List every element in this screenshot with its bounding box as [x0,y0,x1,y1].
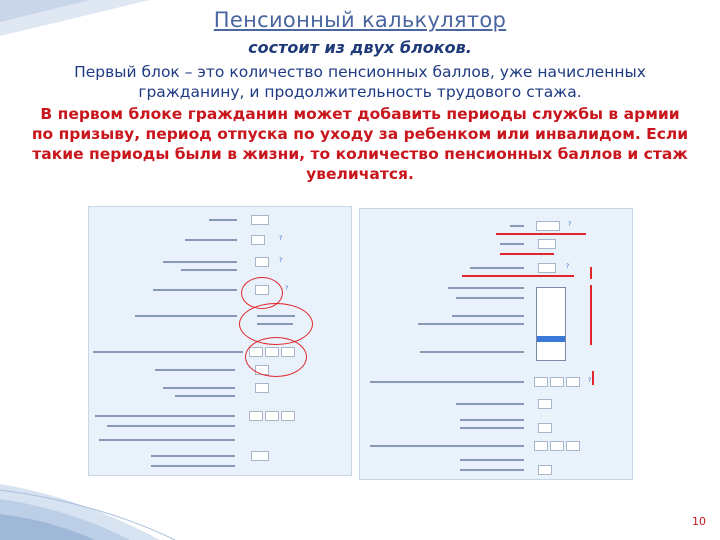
highlight-underline [462,275,574,277]
form-row [360,441,632,451]
highlight-mark [592,371,594,385]
form-row: ? [89,285,351,295]
form-row: ? [89,235,351,245]
highlight-underline [500,253,524,255]
form-row [89,411,351,421]
form-row [89,365,351,375]
slide-title: Пенсионный калькулятор [213,8,507,32]
highlight-circle [245,337,307,377]
form-row: ? [360,221,632,231]
highlight-underline [524,253,554,255]
calculator-screenshot-right [359,208,633,480]
highlight-underline [530,233,586,235]
page-number: 10 [692,515,706,528]
form-row [89,347,351,357]
paragraph-first-block-details: В первом блоке гражданин может добавить периоды службы в армии по призыву, период отпуска по уходу за ребенком или инвалидом. Если такие периоды были в жизни, то количество пенсионных баллов и стаж увеличатся. [31,105,689,183]
form-row [360,239,632,249]
form-row: ? [360,377,632,387]
highlight-mark [590,267,592,279]
slide-subtitle: состоит из двух блоков. [248,38,472,57]
form-row [89,451,351,461]
paragraph-first-block: Первый блок – это количество пенсионных баллов, уже начисленных гражданину, и продолжительность трудового стажа. [74,63,646,101]
form-row [89,215,351,225]
highlight-mark [590,285,592,345]
form-row: ? [360,263,632,273]
calculator-screenshot-left [88,206,352,476]
highlight-underline [496,233,530,235]
form-row: ? [89,257,351,267]
